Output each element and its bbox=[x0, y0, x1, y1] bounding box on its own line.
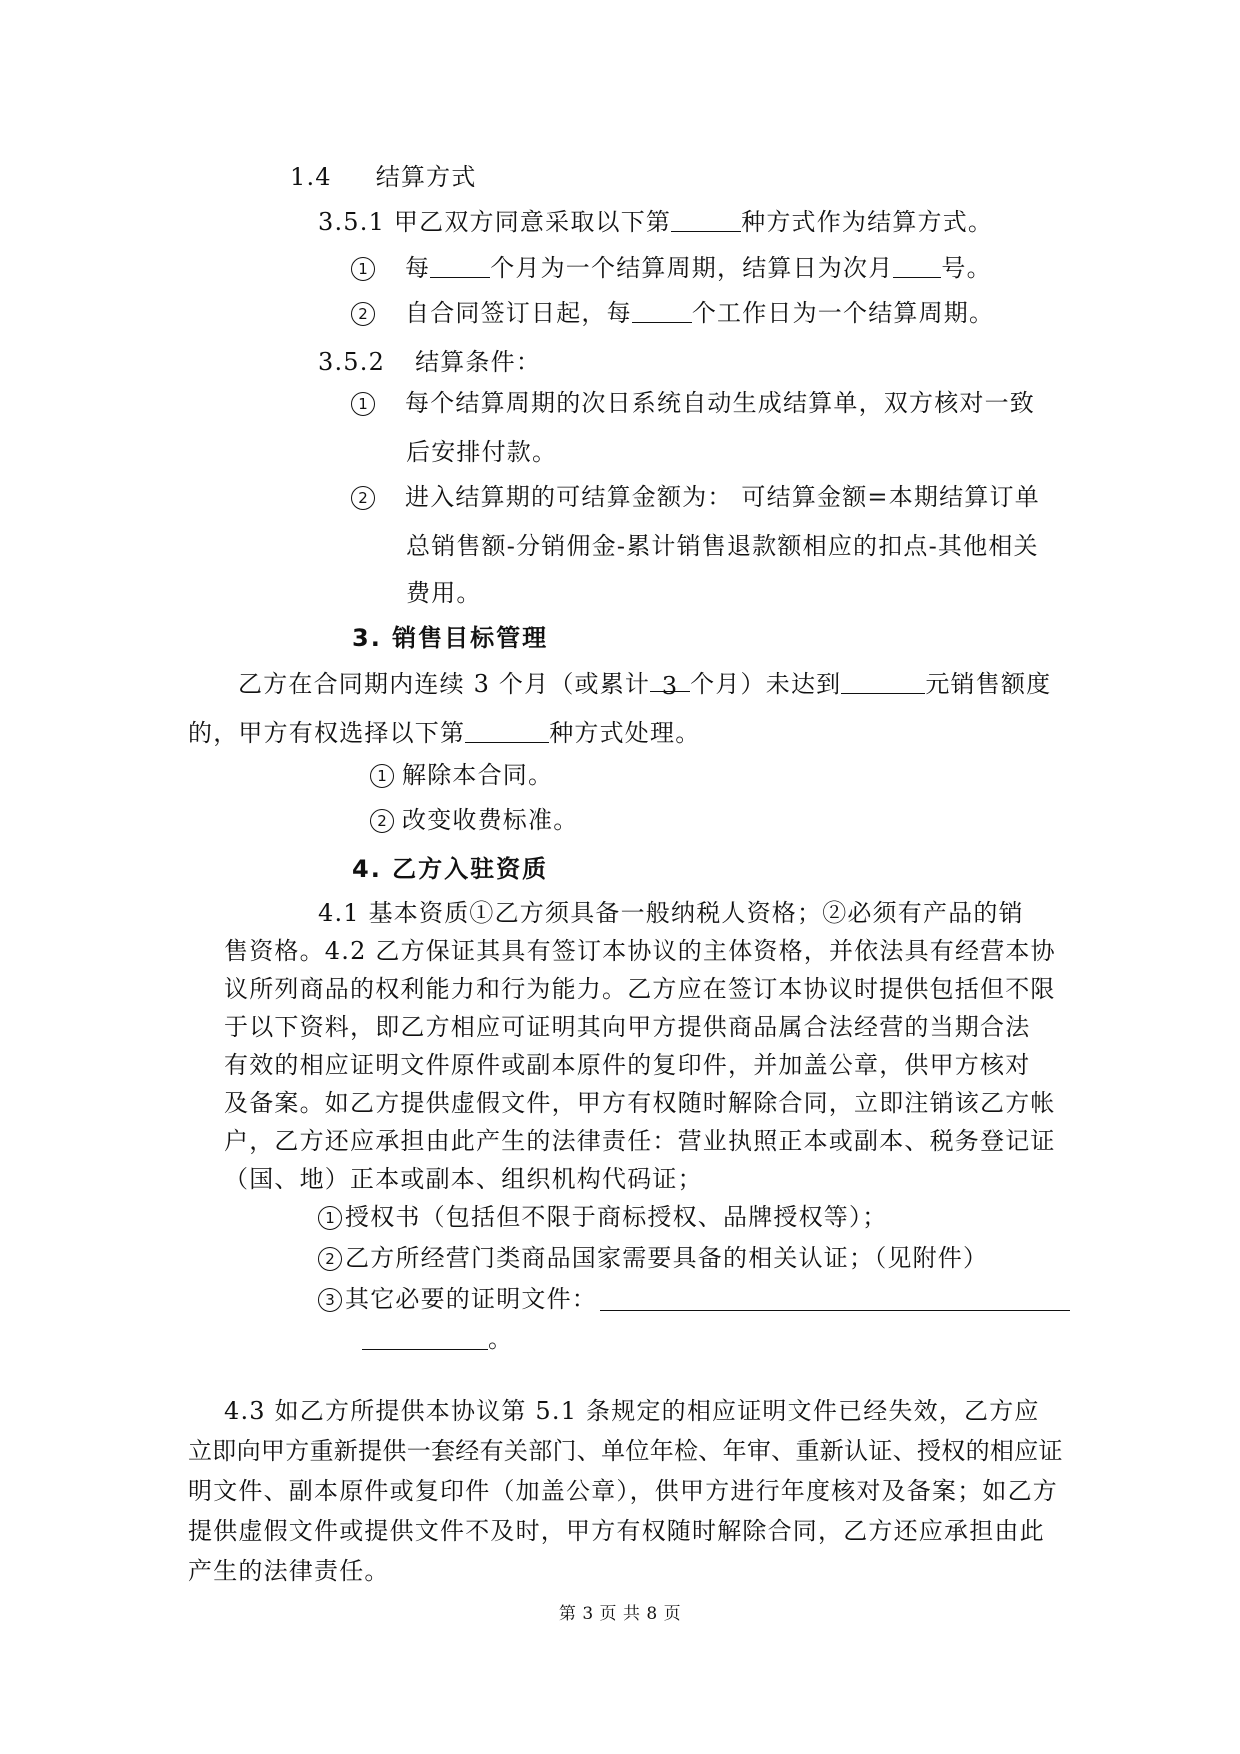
list-end-punctuation: 。 bbox=[488, 1325, 514, 1353]
text-b: 个月）未达到 bbox=[690, 670, 842, 698]
section-4-heading: 4. 乙方入驻资质 bbox=[352, 855, 549, 883]
clause-3-5-1-option-1 bbox=[351, 251, 992, 285]
page-footer: 第 3 页 共 8 页 bbox=[558, 1604, 682, 1624]
section-3-option-2 bbox=[370, 803, 578, 837]
circled-number: 2 bbox=[370, 809, 394, 833]
circled-number: 2 bbox=[351, 486, 375, 510]
section-4-p1-line-7: 户，乙方还应承担由此产生的法律责任：营业执照正本或副本、税务登记证 bbox=[224, 1127, 1056, 1155]
section-4-p1-line-6: 及备案。如乙方提供虚假文件，甲方有权随时解除合同，立即注销该乙方帐 bbox=[224, 1089, 1056, 1117]
section-4-list-item-2 bbox=[318, 1241, 988, 1275]
section-4-p3-line-1: 4.3 如乙方所提供本协议第 5.1 条规定的相应证明文件已经失效，乙方应 bbox=[224, 1397, 1040, 1425]
blank-line-long bbox=[600, 1310, 1070, 1311]
section-4-p1-line-5: 有效的相应证明文件原件或副本原件的复印件，并加盖公章，供甲方核对 bbox=[224, 1051, 1031, 1079]
section-4-p3-line-5: 产生的法律责任。 bbox=[188, 1557, 390, 1585]
section-4-p1-line-8: （国、地）正本或副本、组织机构代码证； bbox=[224, 1165, 703, 1193]
clause-text-a: 甲乙双方同意采取以下第 bbox=[393, 208, 672, 236]
circled-number: 1 bbox=[318, 1206, 342, 1230]
clause-3-5-1-option-2 bbox=[351, 296, 994, 330]
section-3-heading: 3. 销售目标管理 bbox=[352, 624, 549, 652]
section-3-line-1 bbox=[238, 667, 1051, 701]
clause-3-5-2-item-1-line-1 bbox=[351, 386, 1035, 420]
text-a: 的，甲方有权选择以下第 bbox=[188, 719, 466, 747]
section-1-4-heading bbox=[290, 160, 477, 194]
blank-field bbox=[671, 209, 741, 232]
section-title: 结算方式 bbox=[375, 163, 477, 191]
section-3-option-1 bbox=[370, 758, 553, 792]
option-text: 解除本合同。 bbox=[402, 761, 554, 789]
text-b: 种方式处理。 bbox=[549, 719, 701, 747]
option-text: 改变收费标准。 bbox=[402, 806, 579, 834]
clause-text-b: 种方式作为结算方式。 bbox=[741, 208, 994, 236]
section-4-p1-line-1: 4.1 基本资质①乙方须具备一般纳税人资格；②必须有产品的销 bbox=[318, 899, 1024, 927]
circled-number: 1 bbox=[351, 392, 375, 416]
clause-number: 3.5.2 bbox=[318, 348, 386, 376]
text-a: 乙方在合同期内连续 3 个月（或累计 bbox=[238, 670, 651, 698]
circled-number: 1 bbox=[351, 257, 375, 281]
blank-field bbox=[465, 720, 549, 743]
filled-blank: 3 bbox=[650, 669, 690, 692]
section-4-p3-line-3: 明文件、副本原件或复印件（加盖公章），供甲方进行年度核对及备案；如乙方 bbox=[188, 1477, 1058, 1505]
clause-3-5-2-item-2-line-3: 费用。 bbox=[406, 579, 482, 607]
list-text: 乙方所经营门类商品国家需要具备的相关认证；（见附件） bbox=[345, 1244, 989, 1272]
list-text: 其它必要的证明文件： bbox=[345, 1285, 597, 1313]
section-4-p1-line-3: 议所列商品的权利能力和行为能力。乙方应在签订本协议时提供包括但不限 bbox=[224, 975, 1056, 1003]
circled-number: 3 bbox=[318, 1288, 342, 1312]
option-text-a: 每 bbox=[405, 254, 431, 282]
text-c: 元销售额度 bbox=[925, 670, 1052, 698]
circled-number: 2 bbox=[351, 302, 375, 326]
section-4-list-item-1 bbox=[318, 1200, 887, 1234]
circled-number: 2 bbox=[318, 1247, 342, 1271]
option-text-b: 个月为一个结算周期，结算日为次月 bbox=[490, 254, 894, 282]
item-text: 进入结算期的可结算金额为： 可结算金额=本期结算订单 bbox=[405, 483, 1040, 511]
clause-number: 3.5.1 bbox=[318, 208, 386, 236]
blank-field bbox=[893, 255, 941, 278]
blank-line-short bbox=[362, 1349, 488, 1350]
section-4-p3-line-2: 立即向甲方重新提供一套经有关部门、单位年检、年审、重新认证、授权的相应证 bbox=[188, 1437, 1063, 1465]
section-4-list-item-3 bbox=[318, 1282, 597, 1316]
option-text-a: 自合同签订日起，每 bbox=[405, 299, 632, 327]
clause-3-5-2-item-2-line-1 bbox=[351, 480, 1040, 514]
blank-field bbox=[632, 300, 692, 323]
blank-field bbox=[841, 671, 925, 694]
clause-3-5-2 bbox=[318, 345, 541, 379]
section-4-p1-line-4: 于以下资料，即乙方相应可证明其向甲方提供商品属合法经营的当期合法 bbox=[224, 1013, 1031, 1041]
clause-3-5-1 bbox=[318, 205, 993, 239]
clause-title: 结算条件： bbox=[415, 348, 542, 376]
circled-number: 1 bbox=[370, 764, 394, 788]
section-number: 1.4 bbox=[290, 163, 332, 191]
option-text-c: 号。 bbox=[941, 254, 992, 282]
clause-3-5-2-item-1-line-2: 后安排付款。 bbox=[406, 438, 558, 466]
item-text: 每个结算周期的次日系统自动生成结算单，双方核对一致 bbox=[405, 389, 1035, 417]
list-text: 授权书（包括但不限于商标授权、品牌授权等）； bbox=[345, 1203, 888, 1231]
blank-field bbox=[430, 255, 490, 278]
section-3-line-2 bbox=[188, 716, 700, 750]
clause-3-5-2-item-2-line-2: 总销售额-分销佣金-累计销售退款额相应的扣点-其他相关 bbox=[406, 532, 1039, 560]
section-4-p3-line-4: 提供虚假文件或提供文件不及时，甲方有权随时解除合同，乙方还应承担由此 bbox=[188, 1517, 1045, 1545]
section-4-p1-line-2: 售资格。4.2 乙方保证其具有签订本协议的主体资格，并依法具有经营本协 bbox=[224, 937, 1056, 965]
option-text-b: 个工作日为一个结算周期。 bbox=[691, 299, 995, 327]
